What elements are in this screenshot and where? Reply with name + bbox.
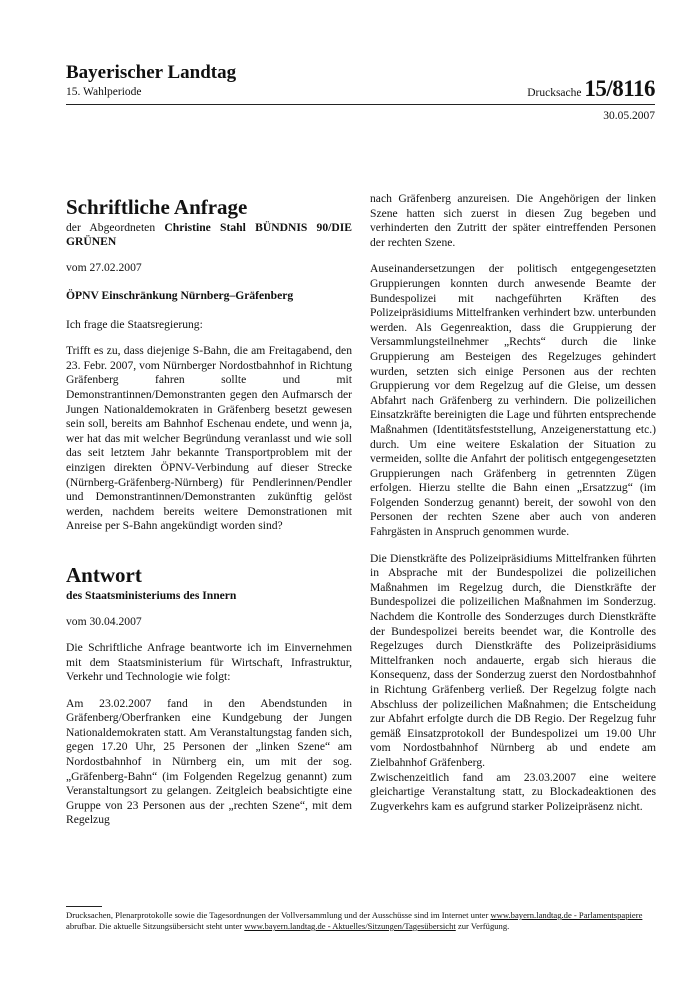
- antwort-paragraph: nach Gräfenberg anzureisen. Die Angehörigen der linken Szene hatten sich zuerst in diesen Zug begeben und verhinderten den Zutritt der später eintreffenden Personen der rechten Szene.: [370, 192, 656, 249]
- author-prefix: der Abgeordneten: [66, 221, 156, 234]
- footer-link-tagesuebersicht[interactable]: www.bayern.landtag.de - Aktuelles/Sitzungen/Tagesübersicht: [244, 921, 456, 931]
- antwort-heading: Antwort: [66, 562, 142, 587]
- antwort-date: vom 30.04.2007: [66, 614, 142, 628]
- antwort-ministry: des Staatsministeriums des Innern: [66, 588, 237, 602]
- author-name: Christine Stahl BÜNDNIS 90/DIE GRÜNEN: [66, 221, 352, 248]
- antwort-paragraph: Am 23.02.2007 fand in den Abendstunden in Gräfenberg/Oberfranken eine Kundgebung der Jungen Nationaldemokraten statt. Am Veranstaltungstag fanden sich, gegen 17.20 Uhr, 25 Personen der „linken Szene“ am Nordostbahnhof in Nürnberg ein, um mit der sog. „Gräfenberg-Bahn“ (im Folgenden Regelzug genannt) zum Veranstaltungsort zu gelangen. Zeitgleich beabsichtigte eine Gruppe von 23 Personen aus der „rechten Szene“, mit dem Regelzug: [66, 696, 352, 827]
- footer-text: zur Verfügung.: [455, 921, 510, 931]
- footer-link-parlamentspapiere[interactable]: www.bayern.landtag.de - Parlamentspapiere: [490, 910, 643, 920]
- left-column: [66, 196, 352, 840]
- right-column: [370, 192, 656, 826]
- footer-rule: [66, 906, 102, 907]
- antwort-paragraph: Auseinandersetzungen der politisch entgegengesetzten Gruppierungen konnten durch anwesende Beamte der Bundespolizei mit nachgeführten Kräften des Polizeipräsidiums Mittelfranken verhindert bzw. unterbunden werden. Als Gegenreaktion, dass die Gruppierung der Versammlungsteilnehmer „Rechts“ durch die linke Gruppierung am Besteigen des Regelzuges gehindert wurden, setzten sich einige Personen aus der rechten Gruppierung vor dem Regelzug auf die Gleise, um dessen Abfahrt nach Gräfenberg zu verhindern. Die polizeilichen Einsatzkräfte bereinigten die Lage und führten entsprechende Maßnahmen (Identitätsfeststellung, Anzeigenerstattung etc.) durch. Um eine weitere Eskalation der Situation zu vermeiden, sollte die Anfahrt der politisch entgegengesetzten Gruppierungen nach Gräfenberg in getrennten Zügen erfolgen. Hierzu stellte die Bahn einen „Ersatzzug“ (im Folgenden Sonderzug genannt) bereit, der sowohl von den Personen der rechten Szene aber auch von anderen Fahrgästen in Anspruch genommen wurde.: [370, 262, 656, 539]
- drucksache-label: Drucksache: [527, 87, 582, 99]
- footer-text: Drucksachen, Plenarprotokolle sowie die Tagesordnungen der Vollversammlung und der Ausschüsse sind im Internet unter: [66, 910, 491, 920]
- header-rule: [66, 104, 655, 105]
- anfrage-subject: ÖPNV Einschränkung Nürnberg–Gräfenberg: [66, 289, 294, 302]
- parliament-title: Bayerischer Landtag: [66, 62, 237, 83]
- antwort-paragraph: Die Dienstkräfte des Polizeipräsidiums Mittelfranken führten in Absprache mit der Bundespolizei die polizeilichen Maßnahmen im Regelzug durch, die Dienstkräfte der Bundespolizei die polizeilichen Maßnahmen im Sonderzug. Nachdem die Kontrolle des Sonderzuges durch Dienstkräfte der Bundespolizei bereits beendet war, die Kontrolle des Regelzuges durch Dienstkräfte des Polizeipräsidiums Mittelfranken noch andauerte, ergab sich hieraus die Konsequenz, dass der Sonderzug zuerst den Nordostbahnhof in Richtung Gräfenberg verließ. Der Regelzug folgte nach Abschluss der polizeilichen Maßnahmen; die Entscheidung zur Abfahrt erfolgte durch die DB Regio. Der Regelzug fuhr gemäß Einsatzprotokoll der Bundespolizei um 19.00 Uhr vom Nordostbahnhof Nürnberg ab und endete am Zielbahnhof Gräfenberg.: [370, 551, 656, 769]
- anfrage-date: vom 27.02.2007: [66, 261, 142, 274]
- anfrage-intro: Ich frage die Staatsregierung:: [66, 317, 203, 331]
- antwort-paragraph: Zwischenzeitlich fand am 23.03.2007 eine weitere gleichartige Veranstaltung statt, zu Blockadeaktionen des Zugverkehrs kam es aufgrund starker Polizeipräsenz nicht.: [370, 770, 656, 813]
- footer-text: abrufbar. Die aktuelle Sitzungsübersicht steht unter: [66, 921, 245, 931]
- legislative-period: 15. Wahlperiode: [66, 86, 142, 98]
- document-date: 30.05.2007: [603, 110, 655, 122]
- anfrage-author-line: [66, 221, 352, 249]
- antwort-paragraph: Die Schriftliche Anfrage beantworte ich im Einvernehmen mit dem Staatsministerium für Wirtschaft, Infrastruktur, Verkehr und Technologie wie folgt:: [66, 640, 352, 684]
- footer-note: [66, 910, 660, 932]
- drucksache-number: [527, 76, 655, 102]
- drucksache-value: 15/8116: [584, 76, 655, 101]
- anfrage-question: Trifft es zu, dass diejenige S-Bahn, die am Freitagabend, den 23. Febr. 2007, vom Nürnberger Nordostbahnhof in Richtung Gräfenberg fahren sollte und mit Demonstrantinnen/Demonstranten gegen den Aufmarsch der Jungen Nationaldemokraten in Gräfenberg besetzt gewesen sein soll, bereits am Bahnhof Eschenau endete, und wenn ja, wer hat das mit welcher Begründung veranlasst und wie soll das seit letztem Jahr bekannte Transportproblem mit der einzigen direkten ÖPNV-Verbindung auf dieser Strecke (Nürnberg-Gräfenberg-Nürnberg) für Pendlerinnen/Pendler und Demonstrantinnen/Demonstranten zukünftig gelöst werden, nachdem bereits weitere Demonstrationen mit Anreise per S-Bahn angekündigt worden sind?: [66, 344, 352, 533]
- anfrage-heading: Schriftliche Anfrage: [66, 195, 248, 219]
